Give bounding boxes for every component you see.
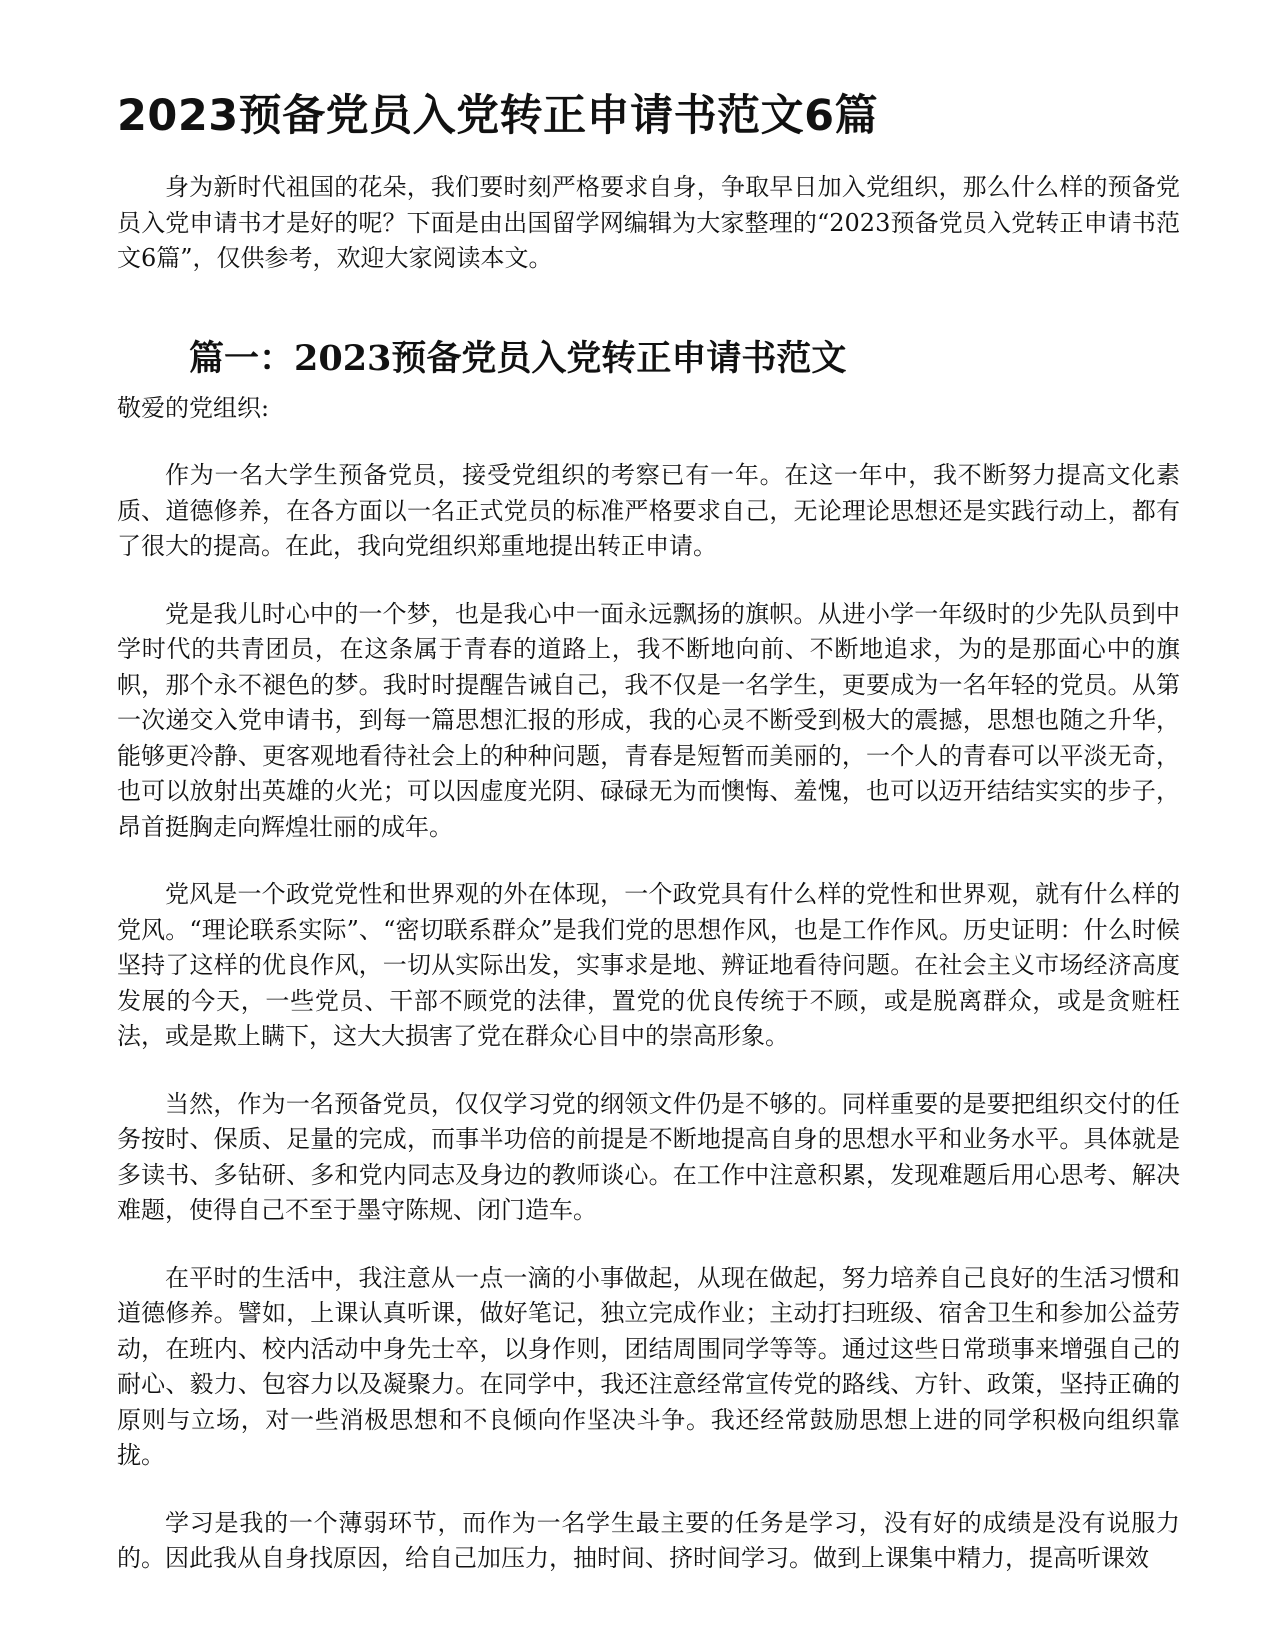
section-heading: 篇一：2023预备党员入党转正申请书范文 [189,337,847,379]
body-paragraph-1: 作为一名大学生预备党员，接受党组织的考察已有一年。在这一年中，我不断努力提高文化素质、道德修养，在各方面以一名正式党员的标准严格要求自己，无论理论思想还是实践行动上，都有了很大的提高。在此，我向党组织郑重地提出转正申请。 [117,461,1180,560]
intro-paragraph: 身为新时代祖国的花朵，我们要时刻严格要求自身，争取早日加入党组织，那么什么样的预备党员入党申请书才是好的呢？下面是由出国留学网编辑为大家整理的“2023预备党员入党转正申请书范文6篇”，仅供参考，欢迎大家阅读本文。 [117,173,1180,272]
body-paragraph-4: 当然，作为一名预备党员，仅仅学习党的纲领文件仍是不够的。同样重要的是要把组织交付的任务按时、保质、足量的完成，而事半功倍的前提是不断地提高自身的思想水平和业务水平。具体就是多读书、多钻研、多和党内同志及身边的教师谈心。在工作中注意积累，发现难题后用心思考、解决难题，使得自己不至于墨守陈规、闭门造车。 [117,1089,1180,1224]
salutation: 敬爱的党组织: [117,393,270,422]
document-page [117,88,1180,1609]
body-paragraph-3: 党风是一个政党党性和世界观的外在体现，一个政党具有什么样的党性和世界观，就有什么样的党风。“理论联系实际”、“密切联系群众”是我们党的思想作风，也是工作作风。历史证明：什么时候坚持了这样的优良作风，一切从实际出发，实事求是地、辨证地看待问题。在社会主义市场经济高度发展的今天，一些党员、干部不顾党的法律，置党的优良传统于不顾，或是脱离群众，或是贪赃枉法，或是欺上瞒下，这大大损害了党在群众心目中的崇高形象。 [117,880,1180,1050]
body-paragraph-6: 学习是我的一个薄弱环节，而作为一名学生最主要的任务是学习，没有好的成绩是没有说服力的。因此我从自身找原因，给自己加压力，抽时间、挤时间学习。做到上课集中精力，提高听课效 [117,1508,1180,1572]
body-paragraph-5: 在平时的生活中，我注意从一点一滴的小事做起，从现在做起，努力培养自己良好的生活习惯和道德修养。譬如，上课认真听课，做好笔记，独立完成作业；主动打扫班级、宿舍卫生和参加公益劳动，在班内、校内活动中身先士卒，以身作则，团结周围同学等等。通过这些日常琐事来增强自己的耐心、毅力、包容力以及凝聚力。在同学中，我还注意经常宣传党的路线、方针、政策，坚持正确的原则与立场，对一些消极思想和不良倾向作坚决斗争。我还经常鼓励思想上进的同学积极向组织靠拢。 [117,1263,1180,1469]
body-paragraph-2: 党是我儿时心中的一个梦，也是我心中一面永远飘扬的旗帜。从进小学一年级时的少先队员到中学时代的共青团员，在这条属于青春的道路上，我不断地向前、不断地追求，为的是那面心中的旗帜，那个永不褪色的梦。我时时提醒告诫自己，我不仅是一名学生，更要成为一名年轻的党员。从第一次递交入党申请书，到每一篇思想汇报的形成，我的心灵不断受到极大的震撼，思想也随之升华，能够更冷静、更客观地看待社会上的种种问题，青春是短暂而美丽的，一个人的青春可以平淡无奇，也可以放射出英雄的火光；可以因虚度光阴、碌碌无为而懊悔、羞愧，也可以迈开结结实实的步子，昂首挺胸走向辉煌壮丽的成年。 [117,599,1180,841]
document-title: 2023预备党员入党转正申请书范文6篇 [117,91,879,141]
